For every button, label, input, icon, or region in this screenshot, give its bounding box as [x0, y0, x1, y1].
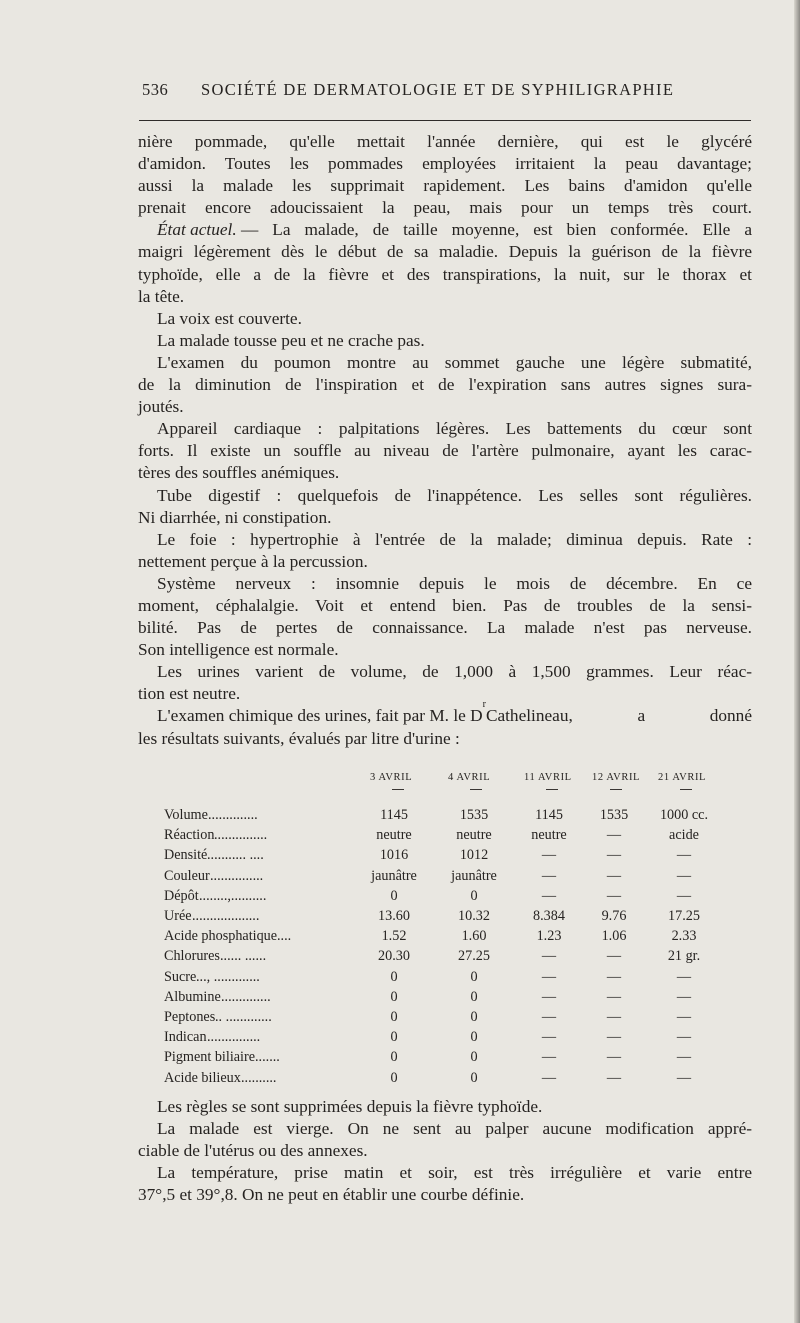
table-cell: 1145 — [535, 807, 563, 823]
table-cell: 20.30 — [378, 948, 410, 965]
column-header: 21 AVRIL — [658, 772, 707, 783]
table-cell: 1000 cc. — [659, 807, 709, 823]
table-cell: 8.384 — [533, 908, 565, 924]
text-line: moment, céphalalgie. Voit et entend bien. Pas de troubles de la sensi- — [138, 595, 752, 615]
table-cell: 1.06 — [601, 928, 627, 945]
row-label: Chlorures — [164, 948, 220, 965]
table-row — [0, 1070, 800, 1090]
text-line: L'examen du poumon montre au sommet gauche une légère submatité, — [157, 352, 752, 372]
text-line: Le foie : hypertrophie à l'entrée de la malade; diminua depuis. Rate : — [157, 529, 752, 549]
text-line: La température, prise matin et soir, est très irrégulière et varie entre — [157, 1163, 752, 1183]
table-cell: — — [606, 867, 622, 884]
text-line: joutés. — [138, 397, 184, 417]
text-line — [138, 699, 752, 727]
header-dash — [680, 789, 692, 790]
running-header — [142, 80, 752, 106]
table-row — [0, 1049, 800, 1069]
table-cell: 9.76 — [601, 908, 627, 924]
table-cell: 0 — [390, 1069, 398, 1086]
table-row — [0, 989, 800, 1009]
text-line: ciable de l'utérus ou des annexes. — [138, 1141, 368, 1161]
row-leader-dots: ...... ...... — [220, 948, 267, 965]
table-cell: 17.25 — [668, 908, 700, 924]
table-cell: — — [541, 1069, 557, 1086]
table-cell: 1145 — [380, 807, 408, 823]
text-line: tères des souffles anémiques. — [138, 463, 340, 483]
table-cell: 1016 — [379, 847, 409, 864]
table-cell: — — [676, 887, 692, 904]
table-row — [0, 908, 800, 928]
text-line: Son intelligence est normale. — [138, 640, 339, 660]
table-cell: 0 — [390, 887, 398, 904]
table-cell: 21 gr. — [667, 948, 701, 965]
row-label: Couleur — [164, 867, 210, 884]
table-cell: 0 — [470, 887, 478, 904]
text-line: nettement perçue à la percussion. — [138, 551, 368, 571]
dr-superscript: r — [482, 699, 486, 711]
running-head-title: SOCIÉTÉ DE DERMATOLOGIE ET DE SYPHILIGRAPHIE — [201, 80, 675, 99]
row-leader-dots: ................... — [192, 908, 260, 924]
table-cell: 0 — [390, 1029, 398, 1046]
table-cell: — — [676, 988, 692, 1005]
text-line: Les urines varient de volume, de 1,000 à 1,500 grammes. Leur réac- — [157, 662, 752, 682]
table-cell: 0 — [470, 988, 478, 1005]
table-cell: neutre — [456, 827, 492, 844]
header-dash — [546, 789, 558, 790]
cathelineau-line-start: L'examen chimique des urines, fait par M. le D — [157, 706, 483, 726]
text-line: prenait encore adoucissaient la peau, mais pour un temps très court. — [138, 198, 752, 218]
row-label: Indican — [164, 1029, 207, 1046]
row-leader-dots: ........... .... — [207, 847, 264, 864]
header-dash — [610, 789, 622, 790]
row-leader-dots: ........,.......... — [199, 887, 267, 904]
text-line: La malade est vierge. On ne sent au palper aucune modification appré- — [157, 1119, 752, 1139]
table-cell: — — [606, 847, 622, 864]
table-cell: 27.25 — [458, 948, 490, 965]
table-cell: — — [541, 948, 557, 965]
table-cell: jaunâtre — [371, 867, 417, 884]
table-cell: 1012 — [459, 847, 489, 864]
text-line: tion est neutre. — [138, 684, 241, 704]
row-label: Peptones — [164, 1009, 216, 1025]
table-cell: acide — [669, 827, 699, 844]
table-row — [0, 847, 800, 867]
body-text — [138, 131, 752, 750]
table-cell: — — [541, 887, 557, 904]
table-cell: 2.33 — [671, 928, 697, 945]
text-line: forts. Il existe un souffle au niveau de l'artère pulmonaire, ayant les carac- — [138, 441, 752, 461]
text-line: Système nerveux : insomnie depuis le mois de décembre. En ce — [157, 573, 752, 593]
column-header: 3 AVRIL — [370, 772, 413, 783]
table-cell: — — [606, 968, 622, 985]
row-leader-dots: ....... — [255, 1049, 280, 1066]
column-header: 11 AVRIL — [524, 772, 572, 783]
table-cell: 0 — [470, 1069, 478, 1086]
text-line: Les règles se sont supprimées depuis la fièvre typhoïde. — [157, 1097, 543, 1116]
row-label: Albumine — [164, 988, 221, 1005]
text-line — [138, 219, 752, 241]
table-cell: — — [541, 847, 557, 864]
header-rule — [139, 120, 751, 121]
table-cell: — — [676, 1069, 692, 1086]
table-cell: — — [606, 827, 622, 844]
row-label: Sucre — [164, 968, 197, 985]
table-cell: 0 — [470, 1049, 478, 1066]
table-cell: — — [676, 867, 692, 884]
row-leader-dots: ............... — [207, 1029, 261, 1046]
table-cell: 1535 — [599, 807, 629, 823]
row-label: Acide phosphatique — [164, 928, 278, 945]
table-cell: 1.60 — [461, 928, 487, 945]
row-leader-dots: .............. — [208, 807, 258, 823]
table-cell: — — [606, 887, 622, 904]
table-cell: 0 — [390, 968, 398, 985]
table-cell: neutre — [376, 827, 412, 844]
table-cell: 0 — [390, 988, 398, 1005]
table-cell: 0 — [470, 968, 478, 985]
text-line: La malade tousse peu et ne crache pas. — [157, 330, 425, 350]
table-cell: 0 — [470, 1029, 478, 1046]
column-header: 4 AVRIL — [448, 772, 491, 783]
row-leader-dots: .... — [277, 928, 292, 945]
table-cell: — — [676, 1029, 692, 1046]
row-label: Pigment biliaire — [164, 1049, 256, 1066]
text-line: aussi la malade les supprimait rapidement. Les bains d'amidon qu'elle — [138, 176, 752, 196]
table-cell: — — [606, 948, 622, 965]
row-leader-dots: ............... — [214, 827, 268, 844]
table-cell: — — [676, 1049, 692, 1066]
table-cell: 0 — [470, 1009, 478, 1025]
table-cell: 0 — [390, 1009, 398, 1025]
table-cell: — — [541, 1029, 557, 1046]
text-line: nière pommade, qu'elle mettait l'année dernière, qui est le glycéré — [138, 132, 752, 151]
table-cell: — — [541, 988, 557, 1005]
table-row — [0, 969, 800, 989]
table-cell: — — [676, 847, 692, 864]
text-line: Tube digestif : quelquefois de l'inappétence. Les selles sont régulières. — [157, 485, 752, 505]
table-row — [0, 948, 800, 968]
table-row — [0, 1029, 800, 1049]
row-label: Urée — [164, 908, 192, 924]
page-number: 536 — [142, 80, 169, 99]
row-label: Réaction — [164, 827, 215, 844]
text-line: 37°,5 et 39°,8. On ne peut en établir une courbe définie. — [138, 1185, 525, 1205]
text-line: bilité. Pas de pertes de connaissance. La malade n'est pas nerveuse. — [138, 618, 752, 638]
row-label: Densité — [164, 847, 208, 864]
table-cell: — — [606, 988, 622, 1005]
cathelineau-line-end: Cathelineau, a donné — [485, 706, 752, 726]
text-line: Appareil cardiaque : palpitations légères. Les battements du cœur sont — [157, 419, 752, 439]
table-cell: — — [606, 1069, 622, 1086]
row-leader-dots: .............. — [221, 988, 271, 1005]
text-line: typhoïde, elle a de la fièvre et des transpirations, la nuit, sur le thorax et — [138, 264, 752, 284]
table-row — [0, 827, 800, 847]
body-text-after-table — [138, 1096, 752, 1206]
table-cell: neutre — [531, 827, 567, 844]
column-header: 12 AVRIL — [592, 772, 641, 783]
table-cell: 13.60 — [378, 908, 410, 924]
etat-actuel-label: État actuel. — [157, 220, 237, 240]
table-cell: — — [606, 1049, 622, 1066]
row-label: Dépôt — [164, 887, 199, 904]
table-cell: jaunâtre — [451, 867, 497, 884]
table-cell: — — [541, 1049, 557, 1066]
header-dash — [470, 789, 482, 790]
table-row — [0, 888, 800, 908]
row-leader-dots: ............... — [210, 867, 264, 884]
table-row — [0, 807, 800, 827]
etat-actuel-text: — La malade, de taille moyenne, est bien conformée. Elle a — [241, 220, 752, 240]
table-cell: 0 — [390, 1049, 398, 1066]
table-cell: — — [541, 1009, 557, 1025]
table-row — [0, 1009, 800, 1029]
table-cell: — — [606, 1009, 622, 1025]
table-cell: — — [676, 1009, 692, 1025]
table-cell: — — [541, 968, 557, 985]
text-line: Ni diarrhée, ni constipation. — [138, 507, 332, 527]
table-cell: 1.23 — [536, 928, 562, 945]
table-cell: 1535 — [459, 807, 489, 823]
table-cell: 10.32 — [458, 908, 490, 924]
text-line: maigri légèrement dès le début de sa maladie. Depuis la guérison de la fièvre — [138, 242, 752, 262]
row-leader-dots: ..., ............. — [196, 968, 260, 985]
page-edge-shadow — [794, 0, 800, 1323]
table-cell: — — [676, 968, 692, 985]
row-label: Volume — [164, 807, 208, 823]
table-row — [0, 928, 800, 948]
row-label: Acide bilieux — [164, 1069, 241, 1086]
table-cell: — — [541, 867, 557, 884]
table-cell: 1.52 — [381, 928, 407, 945]
text-line: d'amidon. Toutes les pommades employées irritaient la peau davantage; — [138, 154, 752, 174]
text-line: La voix est couverte. — [157, 308, 302, 328]
table-row — [0, 868, 800, 888]
table-cell: — — [606, 1029, 622, 1046]
text-line: les résultats suivants, évalués par litre d'urine : — [138, 728, 460, 748]
text-line: la tête. — [138, 286, 185, 306]
text-line: de la diminution de l'inspiration et de l'expiration sans autres signes sura- — [138, 375, 752, 395]
row-leader-dots: .. ............. — [215, 1009, 272, 1025]
row-leader-dots: .......... — [241, 1069, 277, 1086]
header-dash — [392, 789, 404, 790]
